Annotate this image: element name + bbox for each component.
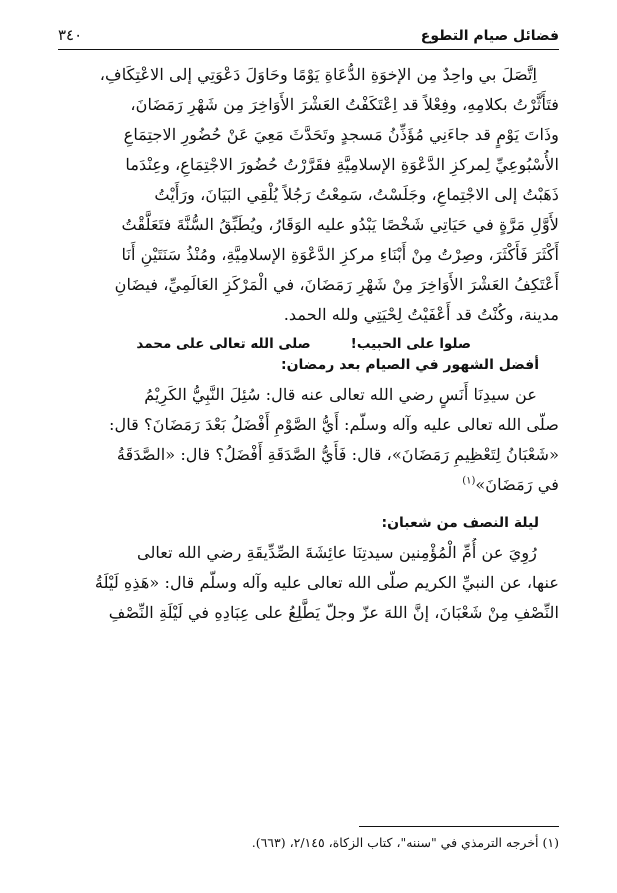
salutation-left: صلوا على الحبيب!	[350, 336, 471, 352]
text-line: أَعْتَكِفُ العَشْرَ الأَوَاخِرَ مِنْ شَهْرِ رَمَضَانَ، في الْمَرْكَزِ العَالَمِيِّ، فيضَانِ	[114, 275, 559, 294]
text-line: مدينة، وكُنْتُ قد أَعْفَيْتُ لِحْيَتِي ولله الحمد.	[283, 305, 559, 324]
text-line: النِّصْفِ مِنْ شَعْبَانَ، إنَّ اللهَ عزّ وجلّ يَطَّلِعُ على عِبَادِهِ في لَيْلَةِ النِّصْفِ	[108, 603, 559, 622]
text-line: رُوِيَ عن أُمِّ الْمُؤْمِنين سيدتِنَا عائِشَةَ الصِّدِّيقَةِ رضي الله تعالى	[136, 543, 537, 562]
hadith-paragraph-fasting	[58, 380, 559, 500]
text-fragment: في رَمَضَانَ»	[475, 475, 559, 494]
text-line: أَكْثَرَ فَأَكْثَرَ، وصِرْتُ مِنْ أَبْنَاءِ مركزِ الدَّعْوَةِ الإسلامِيَّةِ، ومُنْذُ سَنَتَيْنِ أَنَا	[121, 245, 559, 264]
section-heading-mid-shaban: ليلة النصف من شعبان:	[381, 515, 539, 531]
story-paragraph	[58, 60, 559, 330]
running-header	[58, 18, 559, 44]
text-line: اِتَّصَلَ بي واحِدٌ مِن الإخوَةِ الدُّعَاةِ يَوْمًا وحَاوَلَ دَعْوَتِي إلى الاعْتِكَافِ،	[99, 65, 537, 84]
hadith-paragraph-mid-shaban	[58, 538, 559, 628]
salutation-row	[58, 334, 559, 354]
text-line: ذَهَبْتُ إلى الاجْتِماعِ، وجَلَسْتُ، سَمِعْتُ رَجُلاً يُلْقِي البَيَانَ، ورَأَيْتُ	[154, 185, 559, 204]
section-heading-best-months: أفضل الشهور في الصيام بعد رمضان:	[281, 357, 539, 373]
salutation-right: صلى الله تعالى على محمد	[136, 336, 311, 352]
text-line: عنها، عن النبيِّ الكريم صلّى الله تعالى عليه وآله وسلّم قال: «هَذِهِ لَيْلَةُ	[94, 573, 559, 592]
footnote-marker: (١)	[462, 475, 476, 487]
page-number: ٣٤٠	[58, 26, 83, 44]
text-line: وذَاتَ يَوْمٍ قد جاءَنِي مُؤَذِّنُ مَسجدٍ وتَحَدَّثَ مَعِيَ عَنْ حُضُورِ الاجتِمَاعِ	[123, 125, 559, 144]
text-line: عن سيدِنَا أَنَسٍ رضي الله تعالى عنه قال: سُئِلَ النَّبِيُّ الكَرِيْمُ	[144, 385, 537, 404]
chapter-title: فضائل صيام التطوع	[420, 28, 559, 44]
header-rule	[58, 49, 559, 50]
footnote: (١) أخرجه الترمذي في "سننه"، كتاب الزكاة، ٢/١٤٥، (٦٦٣).	[251, 835, 559, 850]
text-line: الأُسْبُوعِيِّ لِمركزِ الدَّعْوَةِ الإسلامِيَّةِ فقَرَّرْتُ حُضُورَ الاجْتِمَاعِ، وعِنْدَما	[125, 155, 559, 174]
text-line: فتَأَثَّرْتُ بكلامِهِ، وفِعْلاً قد اِعْتَكَفْتُ العَشْرَ الأَوَاخِرَ مِن شَهْرِ رَمَضَانَ،	[130, 95, 559, 114]
body-text	[58, 60, 559, 628]
text-line: صلّى الله تعالى عليه وآله وسلّم: أَيُّ الصَّوْمِ أَفْضَلُ بَعْدَ رَمَضَانَ؟ قال:	[109, 415, 559, 434]
text-line: «شَعْبَانُ لِتَعْظِيمِ رَمَضَانَ»، قال: فَأَيُّ الصَّدَقَةِ أَفْضَلُ؟ قال: «الصَّدَقَةُ	[116, 445, 559, 464]
footnote-rule	[359, 826, 559, 827]
text-line	[58, 470, 559, 500]
text-line: لأَوَّلِ مَرَّةٍ في حَيَاتِي شَخْصًا يَبْدُو عليه الوَقَارُ، ويُطَبِّقُ السُّنَّةَ فتَعَلَّقْتُ	[121, 215, 559, 234]
